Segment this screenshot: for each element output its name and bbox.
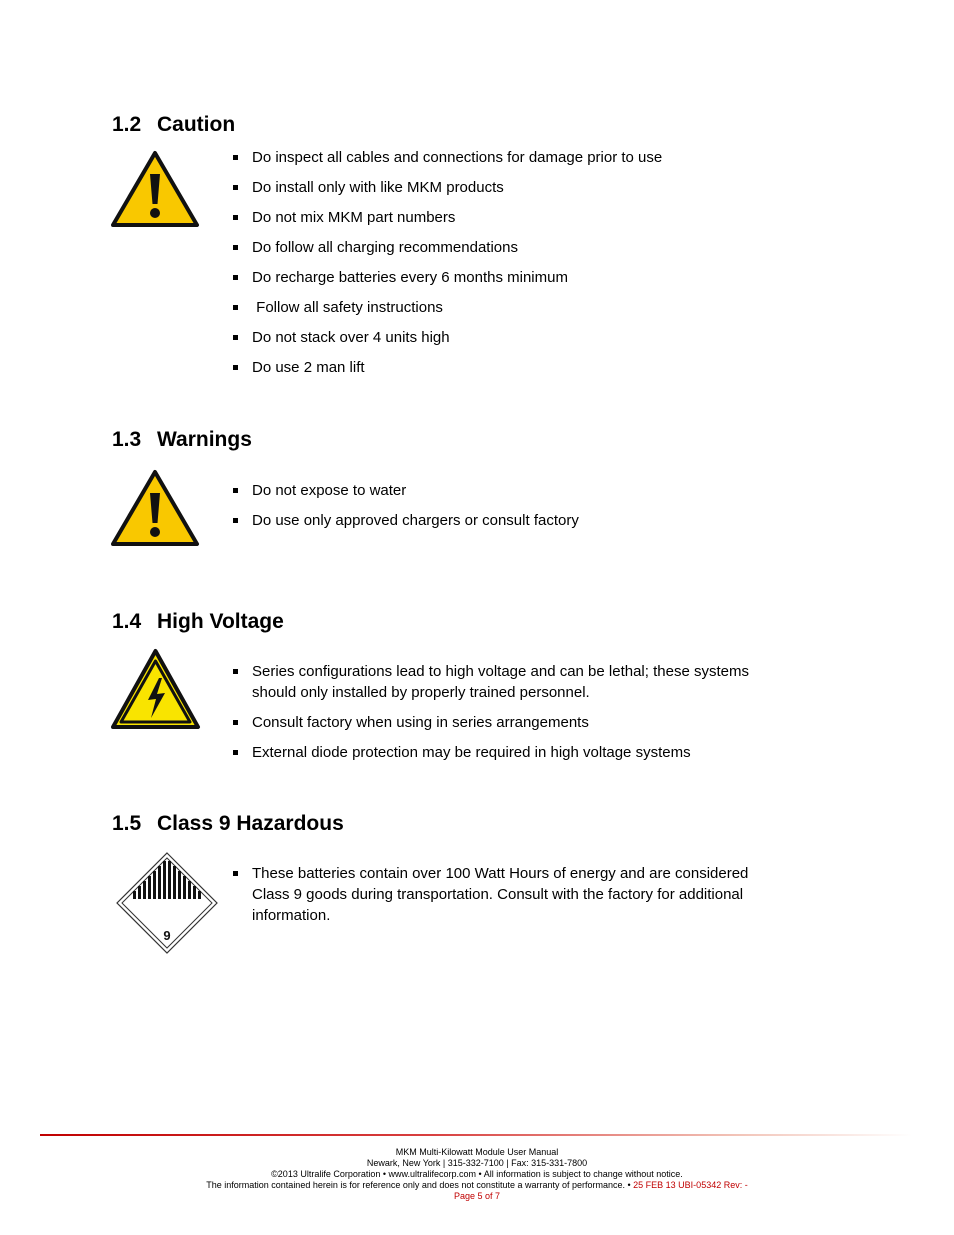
footer-disclaimer: The information contained herein is for reference only and does not constitute a warranty of performance. • 25 FEB 13 UBI-05342 Rev: - [206, 1180, 748, 1190]
page-number: Page 5 of 7 [453, 1191, 501, 1201]
warning-triangle-icon [110, 469, 200, 547]
footer-divider [40, 1134, 912, 1136]
list-item: Do not mix MKM part numbers [232, 207, 662, 228]
list-item: Do install only with like MKM products [232, 177, 662, 198]
section-heading-caution: 1.2 Caution [112, 113, 236, 136]
list-item: Do not stack over 4 units high [232, 327, 662, 348]
class9-list [232, 863, 777, 935]
class9-hazard-icon [116, 852, 218, 954]
list-item: Do inspect all cables and connections for damage prior to use [232, 147, 662, 168]
list-item: Do follow all charging recommendations [232, 237, 662, 258]
document-revision: 25 FEB 13 UBI-05342 Rev: - [633, 1180, 748, 1190]
footer-title: MKM Multi-Kilowatt Module User Manual [395, 1147, 559, 1157]
footer-address: Newark, New York | 315-332-7100 | Fax: 315-331-7800 [366, 1158, 588, 1168]
list-item: Do not expose to water [232, 480, 579, 501]
list-item: Do recharge batteries every 6 months minimum [232, 267, 662, 288]
section-heading-high-voltage: 1.4 High Voltage [112, 610, 284, 633]
section-heading-class9: 1.5 Class 9 Hazardous [112, 812, 344, 835]
list-item: Do use 2 man lift [232, 357, 662, 378]
high-voltage-icon [110, 648, 201, 730]
list-item: Series configurations lead to high voltage and can be lethal; these systems should only installed by properly trained personnel. [232, 661, 777, 703]
footer-copyright: ©2013 Ultralife Corporation • www.ultralifecorp.com • All information is subject to change without notice. [271, 1169, 683, 1179]
section-heading-warnings: 1.3 Warnings [112, 428, 252, 451]
warning-triangle-icon [110, 150, 200, 228]
list-item: Do use only approved chargers or consult factory [232, 510, 579, 531]
warnings-list [232, 480, 579, 540]
list-item: Follow all safety instructions [232, 297, 662, 318]
high-voltage-list [232, 661, 777, 772]
footer [0, 1147, 954, 1202]
list-item: External diode protection may be required in high voltage systems [232, 742, 777, 763]
list-item: Consult factory when using in series arrangements [232, 712, 777, 733]
list-item: These batteries contain over 100 Watt Hours of energy and are considered Class 9 goods during transportation. Consult with the factory for additional information. [232, 863, 777, 926]
caution-list [232, 147, 662, 387]
class9-number: 9 [163, 928, 171, 943]
